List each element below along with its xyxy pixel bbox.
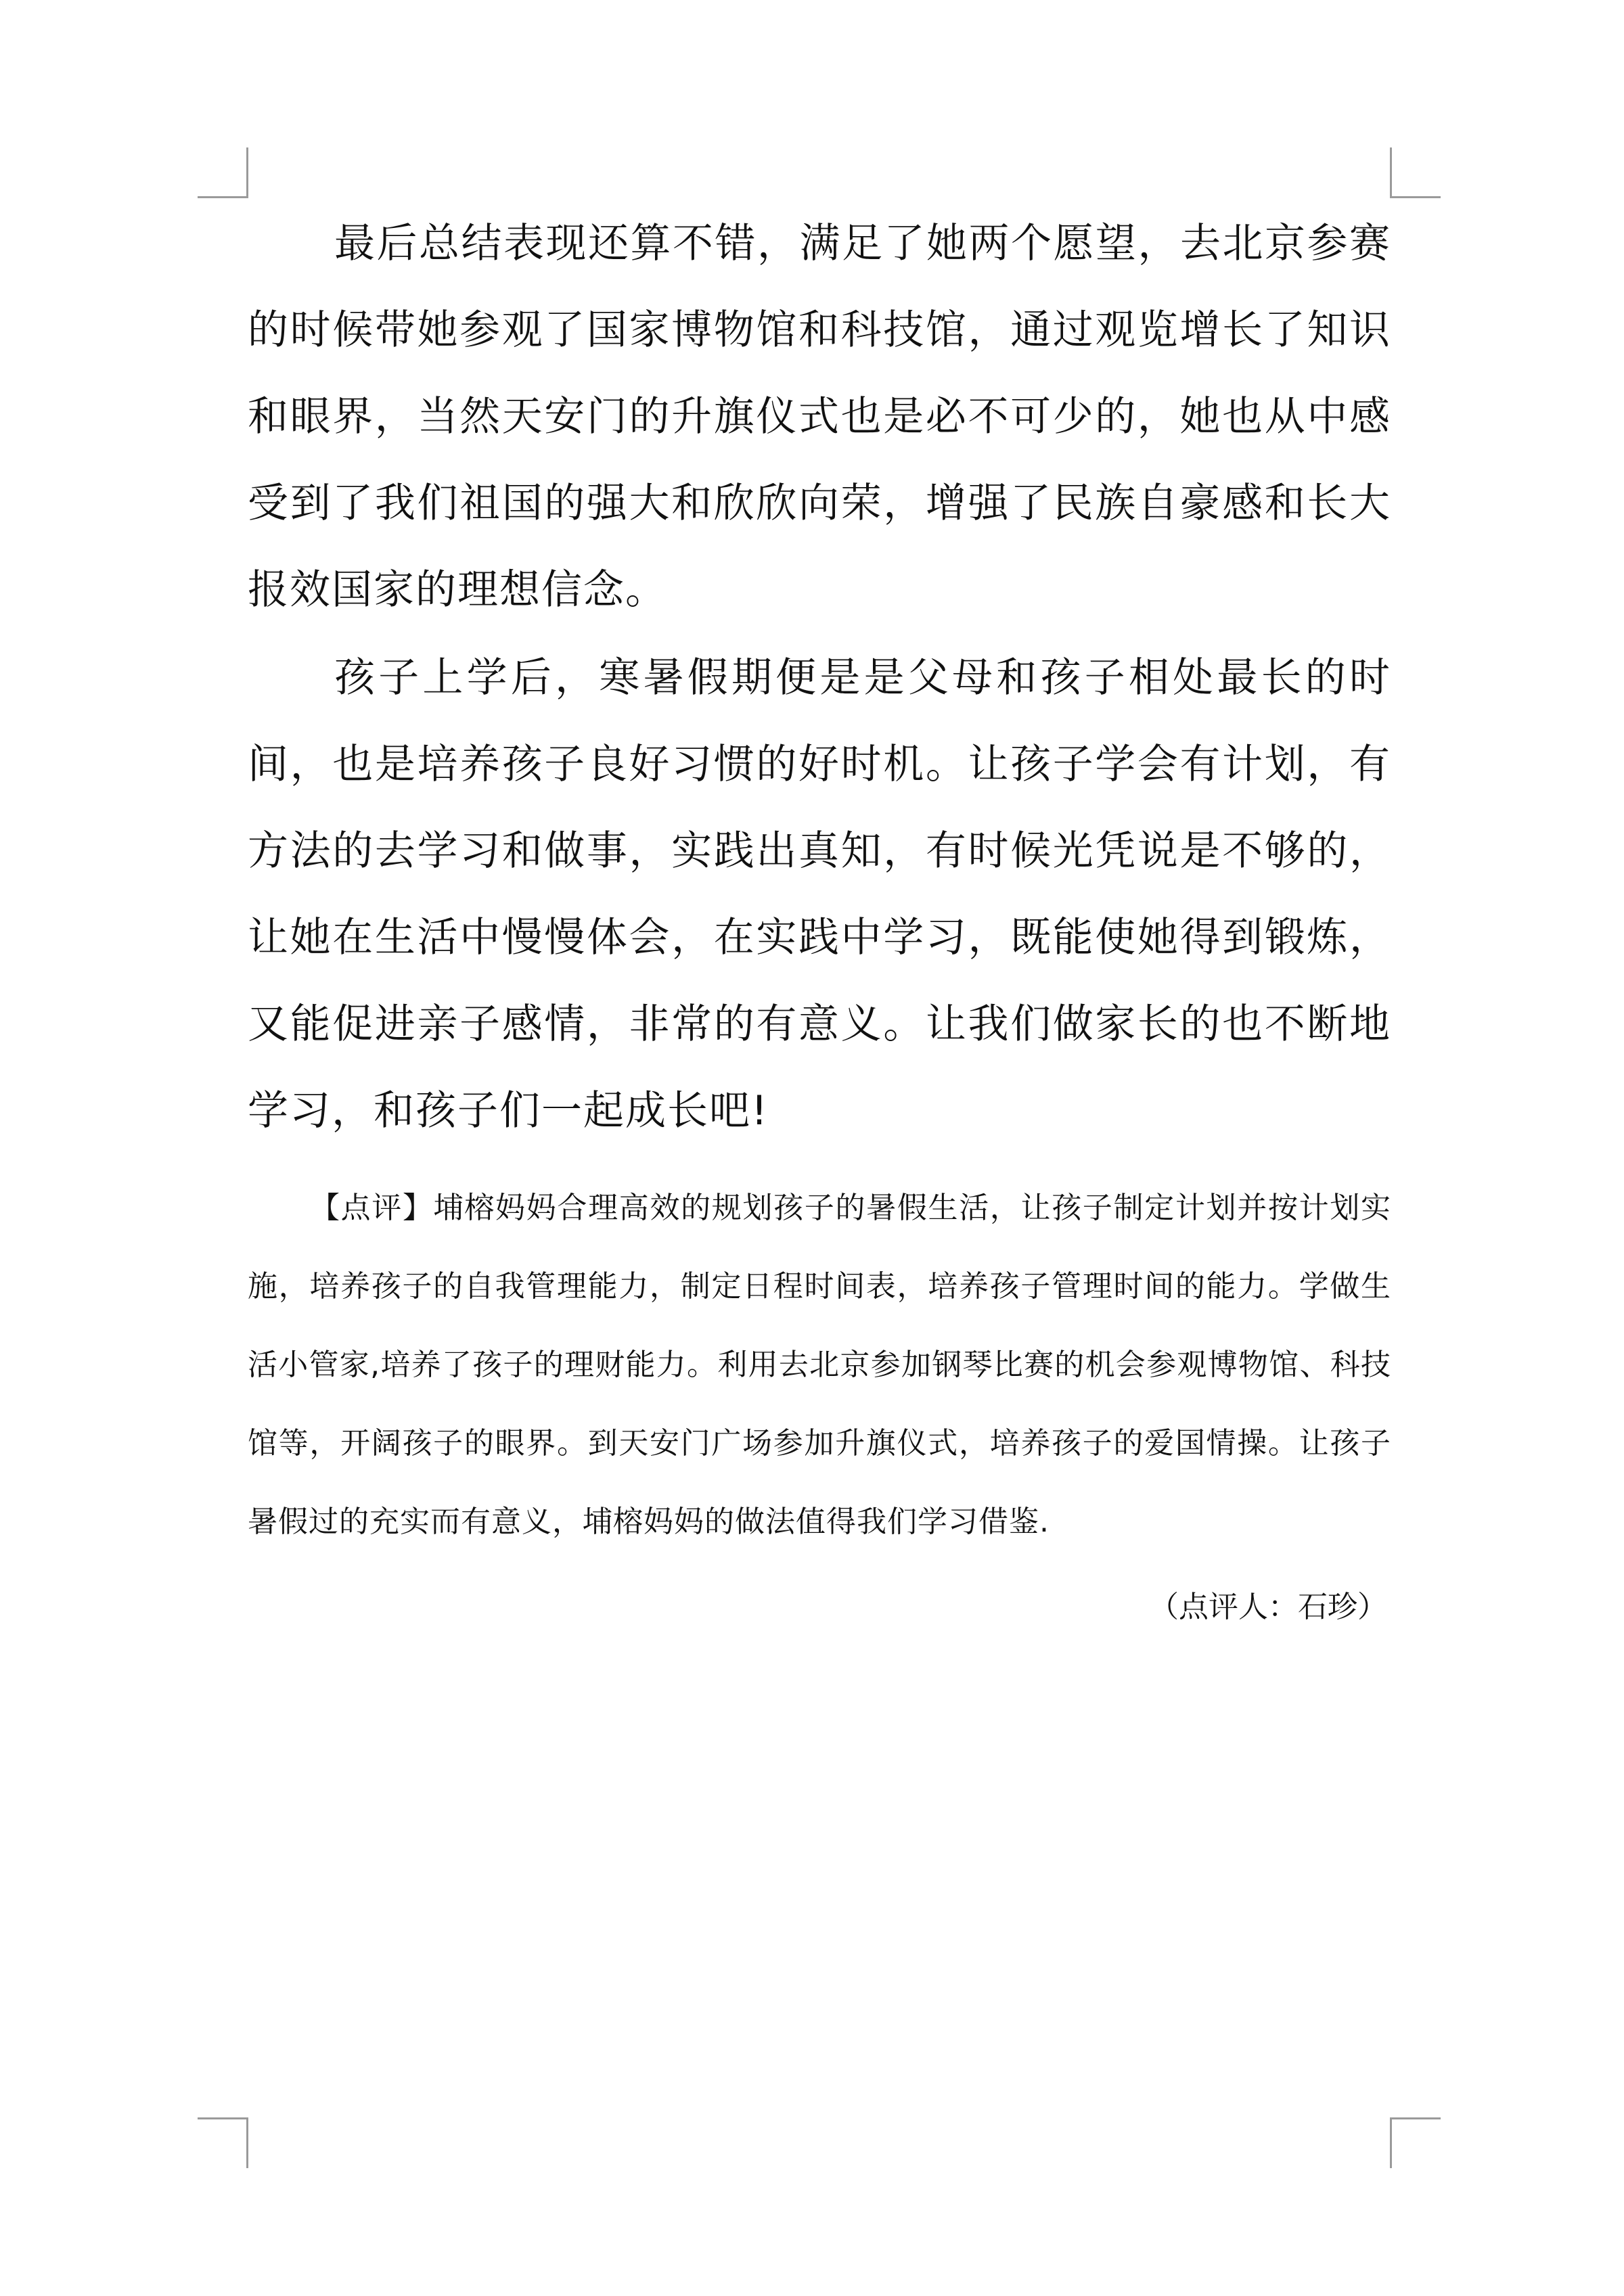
page-content (248, 200, 1391, 1641)
crop-mark-bottom-left (198, 2117, 248, 2168)
reviewer-signature: （点评人：石珍） (1149, 1590, 1387, 1624)
body-paragraph-1: 最后总结表现还算不错，满足了她两个愿望，去北京参赛的时候带她参观了国家博物馆和科技馆，通过观览增长了知识和眼界，当然天安门的升旗仪式也是必不可少的，她也从中感受到了我们祖国的强大和欣欣向荣，增强了民族自豪感和长大报效国家的理想信念。 (248, 220, 1391, 614)
crop-mark-bottom-right (1390, 2117, 1441, 2168)
crop-mark-top-right (1390, 147, 1441, 198)
review-comment: 【点评】埔榕妈妈合理高效的规划孩子的暑假生活，让孩子制定计划并按计划实施，培养孩子的自我管理能力，制定日程时间表，培养孩子管理时间的能力。学做生活小管家,培养了孩子的理财能力。利用去北京参加钢琴比赛的机会参观博物馆、科技馆等，开阔孩子的眼界。到天安门广场参加升旗仪式，培养孩子的爱国情操。让孩子暑假过的充实而有意义，埔榕妈妈的做法值得我们学习借鉴. (248, 1191, 1391, 1539)
crop-mark-top-left (198, 147, 248, 198)
body-paragraph-2: 孩子上学后，寒暑假期便是是父母和孩子相处最长的时间，也是培养孩子良好习惯的好时机。让孩子学会有计划，有方法的去学习和做事，实践出真知，有时候光凭说是不够的，让她在生活中慢慢体会，在实践中学习，既能使她得到锻炼，又能促进亲子感情，非常的有意义。让我们做家长的也不断地学习，和孩子们一起成长吧! (248, 654, 1391, 1134)
